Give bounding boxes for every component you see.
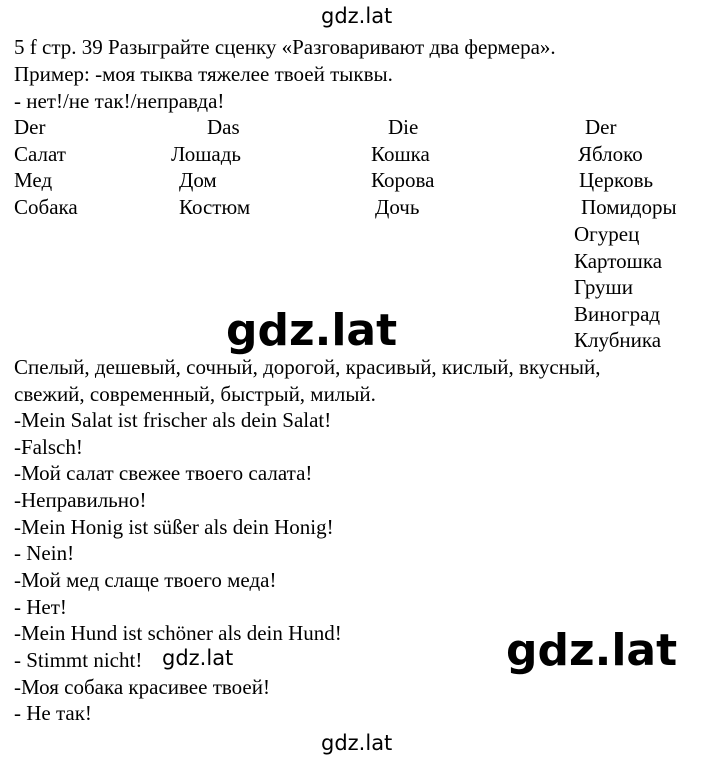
dialogue-line: -Mein Honig ist süßer als dein Honig! [14, 515, 334, 539]
watermark-middle: gdz.lat [226, 305, 398, 356]
column-4-word: Груши [574, 275, 633, 299]
exercise-title: 5 f стр. 39 Разыграйте сценку «Разговаривают два фермера». [14, 35, 556, 59]
watermark-bottom: gdz.lat [321, 731, 393, 755]
dialogue-line: -Falsch! [14, 435, 83, 459]
watermark-top: gdz.lat [321, 4, 393, 28]
column-1-word: Собака [14, 195, 78, 219]
column-1-word: Мед [14, 168, 53, 192]
dialogue-line: -Мой салат свежее твоего салата! [14, 461, 313, 485]
dialogue-line: -Mein Salat ist frischer als dein Salat! [14, 408, 332, 432]
column-2-word: Дом [179, 168, 217, 192]
column-4-word: Церковь [579, 168, 654, 192]
column-1-article: Der [14, 115, 46, 139]
column-4-word: Клубника [574, 328, 662, 352]
column-4-word: Помидоры [581, 195, 677, 219]
dialogue-line: -Mein Hund ist schöner als dein Hund! [14, 621, 342, 645]
dialogue-line: - Stimmt nicht! [14, 648, 143, 672]
column-3-word: Кошка [371, 142, 430, 166]
adjectives-line: Спелый, дешевый, сочный, дорогой, красивый, кислый, вкусный, [14, 355, 601, 379]
dialogue-line: - Не так! [14, 701, 92, 725]
column-2-article: Das [207, 115, 240, 139]
column-4-word: Картошка [574, 249, 663, 273]
dialogue-line: -Моя собака красивее твоей! [14, 675, 270, 699]
dialogue-line: - Нет! [14, 595, 67, 619]
column-2-word: Лошадь [171, 142, 241, 166]
example-answers: - нет!/не так!/неправда! [14, 89, 225, 113]
column-4-word: Огурец [574, 222, 640, 246]
watermark-inline: gdz.lat [162, 646, 234, 670]
adjectives-line: свежий, современный, быстрый, милый. [14, 382, 376, 406]
column-1-word: Салат [14, 142, 66, 166]
column-4-word: Яблоко [578, 142, 643, 166]
example-line: Пример: -моя тыква тяжелее твоей тыквы. [14, 62, 393, 86]
column-3-word: Корова [371, 168, 435, 192]
column-4-article: Der [585, 115, 617, 139]
column-4-word: Виноград [574, 302, 661, 326]
column-2-word: Костюм [179, 195, 251, 219]
watermark-right: gdz.lat [506, 625, 678, 676]
dialogue-line: -Мой мед слаще твоего меда! [14, 568, 277, 592]
dialogue-line: -Неправильно! [14, 488, 147, 512]
column-3-article: Die [388, 115, 419, 139]
column-3-word: Дочь [375, 195, 420, 219]
dialogue-line: - Nein! [14, 541, 75, 565]
